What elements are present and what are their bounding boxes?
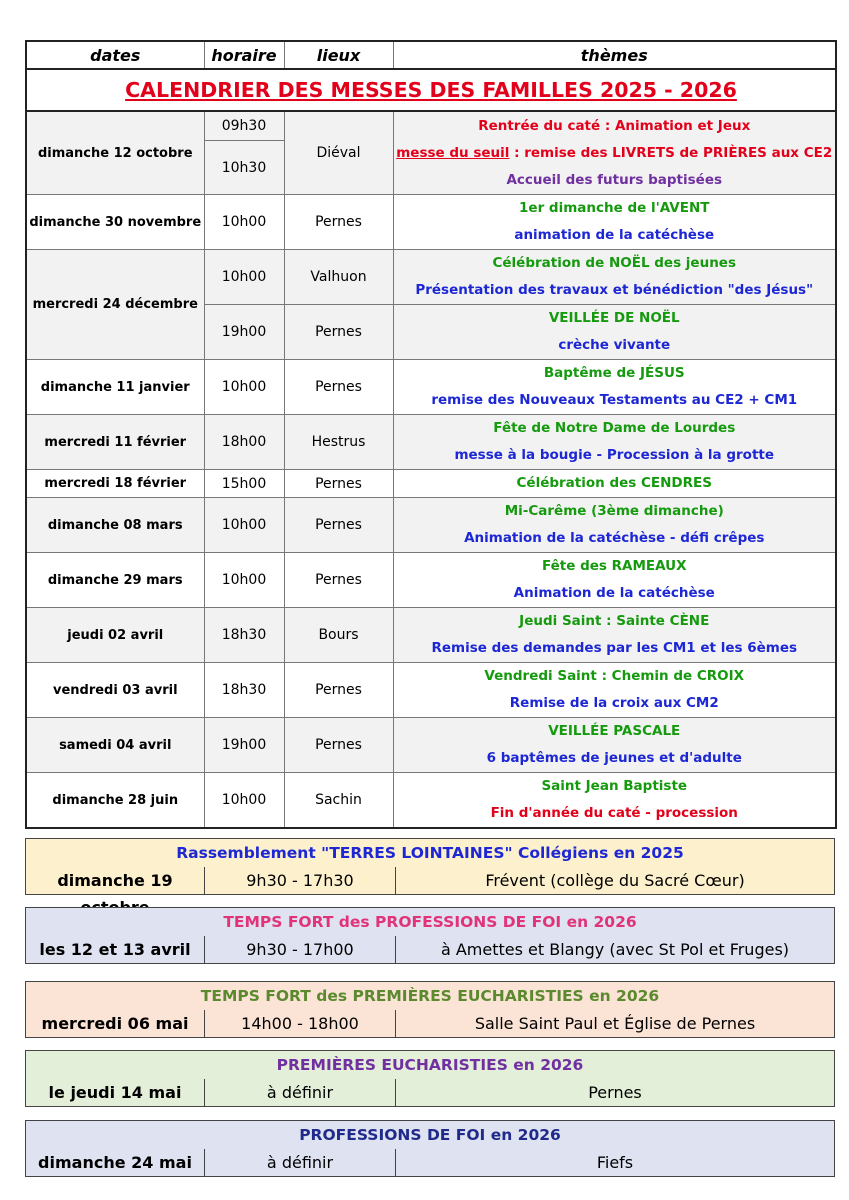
theme-line: Baptême de JÉSUS xyxy=(543,365,685,381)
row-place: Pernes xyxy=(284,470,393,498)
event-place: Frévent (collège du Sacré Cœur) xyxy=(485,871,745,890)
row-themes xyxy=(393,663,836,718)
row-time: 10h00 xyxy=(204,498,284,553)
event-row xyxy=(26,1149,834,1176)
event-date: dimanche 19 xyxy=(26,867,205,894)
row-place: Pernes xyxy=(284,195,393,250)
event-place: Salle Saint Paul et Église de Pernes xyxy=(474,1014,756,1033)
row-time: 10h00 xyxy=(204,773,284,829)
row-time: 10h30 xyxy=(204,141,284,195)
event-date: dimanche 24 mai xyxy=(26,1149,205,1176)
row-themes xyxy=(393,498,836,553)
theme-line-link: messe du seuil xyxy=(396,144,510,161)
event-title: PREMIÈRES EUCHARISTIES en 2026 xyxy=(276,1056,584,1074)
row-time: 18h30 xyxy=(204,663,284,718)
table-row xyxy=(26,773,836,829)
event-time: à définir xyxy=(205,1149,396,1176)
theme-line: Jeudi Saint : Sainte CÈNE xyxy=(519,613,710,629)
row-themes xyxy=(393,195,836,250)
header-row xyxy=(26,41,836,69)
row-date: dimanche 08 mars xyxy=(26,498,204,553)
theme-line: Remise de la croix aux CM2 xyxy=(509,695,719,711)
row-time: 10h00 xyxy=(204,195,284,250)
event-time: 14h00 - 18h00 xyxy=(205,1010,396,1037)
event-place: Fiefs xyxy=(596,1153,634,1172)
row-date: mercredi 24 décembre xyxy=(26,250,204,360)
theme-line: remise des Nouveaux Testaments au CE2 + CM1 xyxy=(431,392,798,408)
event-time: 9h30 - 17h30 xyxy=(205,867,396,894)
row-place: Hestrus xyxy=(284,415,393,470)
table-row xyxy=(26,553,836,608)
row-date: dimanche 29 mars xyxy=(26,553,204,608)
header-dates: dates xyxy=(26,41,204,69)
row-time: 09h30 xyxy=(204,111,284,141)
table-row xyxy=(26,718,836,773)
row-date: vendredi 03 avril xyxy=(26,663,204,718)
row-place: Pernes xyxy=(284,553,393,608)
row-place: Valhuon xyxy=(284,250,393,305)
table-row xyxy=(26,498,836,553)
theme-line: Fête de Notre Dame de Lourdes xyxy=(493,420,736,436)
theme-line: VEILLÉE DE NOËL xyxy=(548,310,680,326)
theme-line: Vendredi Saint : Chemin de CROIX xyxy=(484,668,745,684)
theme-line: Fin d'année du caté - procession xyxy=(490,805,738,821)
row-date: jeudi 02 avril xyxy=(26,608,204,663)
row-place: Pernes xyxy=(284,663,393,718)
event-time: à définir xyxy=(205,1079,396,1106)
theme-line: animation de la catéchèse xyxy=(514,227,715,243)
row-date: mercredi 18 février xyxy=(26,470,204,498)
theme-line: Mi-Carême (3ème dimanche) xyxy=(504,503,724,519)
theme-line: messe à la bougie - Procession à la grotte xyxy=(454,447,775,463)
row-place: Pernes xyxy=(284,360,393,415)
theme-line: Célébration des CENDRES xyxy=(516,475,712,491)
header-themes: thèmes xyxy=(393,41,836,69)
table-row xyxy=(26,608,836,663)
event-row xyxy=(26,1010,834,1037)
row-themes xyxy=(393,773,836,829)
row-themes xyxy=(393,305,836,360)
table-row xyxy=(26,250,836,305)
event-date: les 12 et 13 avril xyxy=(26,936,205,963)
row-date: dimanche 28 juin xyxy=(26,773,204,829)
event-box-professions-de-foi xyxy=(25,1120,835,1177)
row-time: 18h30 xyxy=(204,608,284,663)
theme-line: Animation de la catéchèse xyxy=(513,585,715,601)
event-row xyxy=(26,867,834,894)
theme-line: Saint Jean Baptiste xyxy=(541,778,688,794)
theme-line: Accueil des futurs baptisées xyxy=(506,171,723,188)
theme-line: crèche vivante xyxy=(558,337,671,353)
table-row xyxy=(26,360,836,415)
event-box-temps-fort-eucharisties xyxy=(25,981,835,1038)
row-time: 19h00 xyxy=(204,305,284,360)
row-place: Pernes xyxy=(284,305,393,360)
theme-line: Animation de la catéchèse - défi crêpes xyxy=(464,530,765,546)
row-themes xyxy=(393,360,836,415)
row-time: 10h00 xyxy=(204,553,284,608)
header-horaire: horaire xyxy=(204,41,284,69)
event-title: Rassemblement "TERRES LOINTAINES" Collégiens en 2025 xyxy=(176,844,684,862)
row-themes xyxy=(393,250,836,305)
event-box-temps-fort-professions xyxy=(25,907,835,964)
row-date: dimanche 12 octobre xyxy=(26,111,204,195)
row-themes xyxy=(393,608,836,663)
calendar-title: CALENDRIER DES MESSES DES FAMILLES 2025 - 2026 xyxy=(125,78,737,102)
theme-line: Rentrée du caté : Animation et Jeux xyxy=(478,117,751,134)
theme-line: Remise des demandes par les CM1 et les 6èmes xyxy=(431,640,798,656)
row-time: 19h00 xyxy=(204,718,284,773)
calendar-title-cell xyxy=(26,69,836,111)
table-row xyxy=(26,111,836,141)
row-time: 10h00 xyxy=(204,250,284,305)
row-date: samedi 04 avril xyxy=(26,718,204,773)
table-row xyxy=(26,470,836,498)
calendar-table xyxy=(25,40,837,829)
row-place: Bours xyxy=(284,608,393,663)
event-time: 9h30 - 17h00 xyxy=(205,936,396,963)
event-box-premieres-eucharisties xyxy=(25,1050,835,1107)
event-date: mercredi 06 mai xyxy=(26,1010,205,1037)
event-row xyxy=(26,936,834,963)
row-time: 18h00 xyxy=(204,415,284,470)
theme-line: 1er dimanche de l'AVENT xyxy=(519,200,710,216)
row-themes xyxy=(393,415,836,470)
event-title: TEMPS FORT des PROFESSIONS DE FOI en 2026 xyxy=(223,913,637,931)
table-row xyxy=(26,663,836,718)
row-place: Sachin xyxy=(284,773,393,829)
theme-line: VEILLÉE PASCALE xyxy=(548,723,681,739)
event-place: Pernes xyxy=(588,1083,642,1102)
event-place: à Amettes et Blangy (avec St Pol et Fruges) xyxy=(440,940,790,959)
event-box-terres-lointaines xyxy=(25,838,835,895)
header-lieux: lieux xyxy=(284,41,393,69)
theme-line: Présentation des travaux et bénédiction "des Jésus" xyxy=(415,282,814,298)
theme-line: Célébration de NOËL des jeunes xyxy=(492,255,736,271)
event-row xyxy=(26,1079,834,1106)
event-date: le jeudi 14 mai xyxy=(26,1079,205,1106)
event-title: TEMPS FORT des PREMIÈRES EUCHARISTIES en 2026 xyxy=(200,987,660,1005)
table-row xyxy=(26,195,836,250)
row-date: dimanche 30 novembre xyxy=(26,195,204,250)
row-place: Pernes xyxy=(284,498,393,553)
row-themes xyxy=(393,470,836,498)
row-place: Diéval xyxy=(284,111,393,195)
theme-line: 6 baptêmes de jeunes et d'adulte xyxy=(486,750,742,766)
row-themes xyxy=(393,718,836,773)
event-title: PROFESSIONS DE FOI en 2026 xyxy=(299,1126,561,1144)
table-row xyxy=(26,415,836,470)
theme-line: Fête des RAMEAUX xyxy=(541,558,687,574)
row-date: mercredi 11 février xyxy=(26,415,204,470)
theme-line: : remise des LIVRETS de PRIÈRES aux CE2 xyxy=(509,144,833,161)
row-themes xyxy=(393,553,836,608)
row-date: dimanche 11 janvier xyxy=(26,360,204,415)
row-place: Pernes xyxy=(284,718,393,773)
row-time: 10h00 xyxy=(204,360,284,415)
row-time: 15h00 xyxy=(204,470,284,498)
row-themes xyxy=(393,111,836,195)
